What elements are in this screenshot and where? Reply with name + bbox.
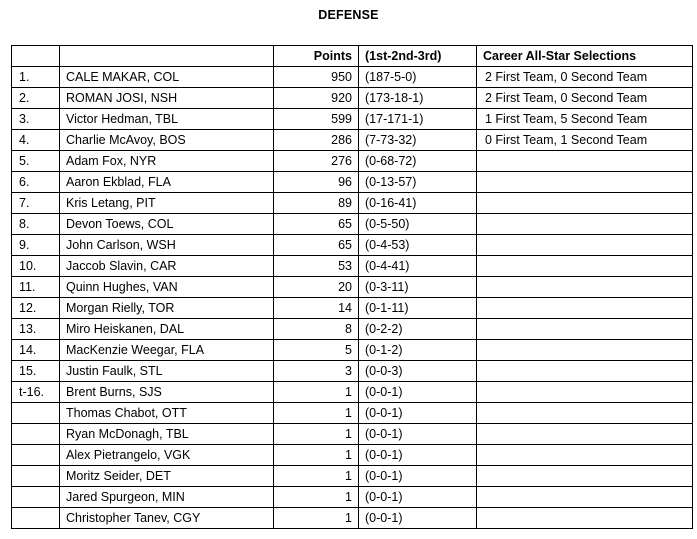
allstar-cell <box>477 361 693 382</box>
points-cell: 1 <box>274 403 359 424</box>
rank-cell: 4. <box>12 130 60 151</box>
allstar-cell <box>477 403 693 424</box>
points-cell: 1 <box>274 424 359 445</box>
allstar-cell <box>477 256 693 277</box>
player-cell: CALE MAKAR, COL <box>60 67 274 88</box>
allstar-cell <box>477 151 693 172</box>
player-cell: Morgan Rielly, TOR <box>60 298 274 319</box>
table-row <box>12 67 693 88</box>
player-cell: Quinn Hughes, VAN <box>60 277 274 298</box>
table-row <box>12 319 693 340</box>
table-row <box>12 298 693 319</box>
table-row <box>12 424 693 445</box>
table-row <box>12 193 693 214</box>
points-cell: 96 <box>274 172 359 193</box>
rank-cell <box>12 403 60 424</box>
votes-cell: (0-0-1) <box>359 466 477 487</box>
points-cell: 8 <box>274 319 359 340</box>
points-cell: 65 <box>274 214 359 235</box>
player-cell: Jaccob Slavin, CAR <box>60 256 274 277</box>
table-row <box>12 256 693 277</box>
rank-cell: 2. <box>12 88 60 109</box>
votes-cell: (0-0-3) <box>359 361 477 382</box>
table-row <box>12 361 693 382</box>
rank-cell: 1. <box>12 67 60 88</box>
points-cell: 1 <box>274 382 359 403</box>
rank-cell <box>12 508 60 529</box>
table-row <box>12 445 693 466</box>
player-cell: Victor Hedman, TBL <box>60 109 274 130</box>
player-cell: John Carlson, WSH <box>60 235 274 256</box>
table-row <box>12 109 693 130</box>
points-cell: 1 <box>274 487 359 508</box>
allstar-cell <box>477 172 693 193</box>
points-cell: 1 <box>274 466 359 487</box>
table-row <box>12 88 693 109</box>
player-cell: Moritz Seider, DET <box>60 466 274 487</box>
player-cell: Charlie McAvoy, BOS <box>60 130 274 151</box>
rank-cell: 10. <box>12 256 60 277</box>
points-cell: 20 <box>274 277 359 298</box>
player-cell: Adam Fox, NYR <box>60 151 274 172</box>
header-rank <box>12 46 60 67</box>
votes-cell: (0-0-1) <box>359 508 477 529</box>
rank-cell: 3. <box>12 109 60 130</box>
player-cell: Brent Burns, SJS <box>60 382 274 403</box>
table-row <box>12 340 693 361</box>
header-points: Points <box>274 46 359 67</box>
table-row <box>12 508 693 529</box>
table-row <box>12 130 693 151</box>
rank-cell: 12. <box>12 298 60 319</box>
allstar-cell <box>477 277 693 298</box>
points-cell: 286 <box>274 130 359 151</box>
player-cell: Christopher Tanev, CGY <box>60 508 274 529</box>
page-title: DEFENSE <box>318 8 379 22</box>
allstar-cell <box>477 235 693 256</box>
points-cell: 920 <box>274 88 359 109</box>
table-row <box>12 403 693 424</box>
votes-cell: (0-0-1) <box>359 424 477 445</box>
points-cell: 89 <box>274 193 359 214</box>
allstar-cell: 2 First Team, 0 Second Team <box>477 88 693 109</box>
votes-cell: (0-1-11) <box>359 298 477 319</box>
table-row <box>12 466 693 487</box>
votes-cell: (0-0-1) <box>359 403 477 424</box>
player-cell: Justin Faulk, STL <box>60 361 274 382</box>
header-allstar: Career All-Star Selections <box>477 46 693 67</box>
player-cell: Jared Spurgeon, MIN <box>60 487 274 508</box>
allstar-cell <box>477 340 693 361</box>
votes-cell: (17-171-1) <box>359 109 477 130</box>
points-cell: 950 <box>274 67 359 88</box>
allstar-cell <box>477 382 693 403</box>
votes-cell: (0-0-1) <box>359 487 477 508</box>
allstar-cell: 1 First Team, 5 Second Team <box>477 109 693 130</box>
allstar-cell <box>477 424 693 445</box>
rank-cell: 13. <box>12 319 60 340</box>
votes-cell: (187-5-0) <box>359 67 477 88</box>
table-row <box>12 382 693 403</box>
player-cell: MacKenzie Weegar, FLA <box>60 340 274 361</box>
rank-cell: 6. <box>12 172 60 193</box>
player-cell: Alex Pietrangelo, VGK <box>60 445 274 466</box>
player-cell: ROMAN JOSI, NSH <box>60 88 274 109</box>
points-cell: 1 <box>274 508 359 529</box>
points-cell: 14 <box>274 298 359 319</box>
table-row <box>12 235 693 256</box>
rank-cell: 8. <box>12 214 60 235</box>
player-cell: Devon Toews, COL <box>60 214 274 235</box>
rank-cell <box>12 424 60 445</box>
points-cell: 3 <box>274 361 359 382</box>
votes-cell: (0-4-41) <box>359 256 477 277</box>
header-row <box>12 46 693 67</box>
points-cell: 65 <box>274 235 359 256</box>
votes-cell: (0-5-50) <box>359 214 477 235</box>
points-cell: 5 <box>274 340 359 361</box>
table-row <box>12 277 693 298</box>
allstar-cell <box>477 193 693 214</box>
player-cell: Aaron Ekblad, FLA <box>60 172 274 193</box>
allstar-cell <box>477 214 693 235</box>
defense-voting-table <box>11 45 693 529</box>
table-row <box>12 151 693 172</box>
rank-cell: 5. <box>12 151 60 172</box>
votes-cell: (0-16-41) <box>359 193 477 214</box>
votes-cell: (7-73-32) <box>359 130 477 151</box>
votes-cell: (0-68-72) <box>359 151 477 172</box>
rank-cell: 11. <box>12 277 60 298</box>
rank-cell: 15. <box>12 361 60 382</box>
player-cell: Ryan McDonagh, TBL <box>60 424 274 445</box>
table-row <box>12 214 693 235</box>
rank-cell: 9. <box>12 235 60 256</box>
votes-cell: (0-13-57) <box>359 172 477 193</box>
points-cell: 1 <box>274 445 359 466</box>
points-cell: 276 <box>274 151 359 172</box>
points-cell: 599 <box>274 109 359 130</box>
header-player <box>60 46 274 67</box>
votes-cell: (173-18-1) <box>359 88 477 109</box>
votes-cell: (0-0-1) <box>359 382 477 403</box>
allstar-cell: 0 First Team, 1 Second Team <box>477 130 693 151</box>
rank-cell <box>12 487 60 508</box>
allstar-cell <box>477 487 693 508</box>
votes-cell: (0-2-2) <box>359 319 477 340</box>
votes-cell: (0-0-1) <box>359 445 477 466</box>
table-row <box>12 172 693 193</box>
votes-cell: (0-4-53) <box>359 235 477 256</box>
allstar-cell: 2 First Team, 0 Second Team <box>477 67 693 88</box>
points-cell: 53 <box>274 256 359 277</box>
header-votes: (1st-2nd-3rd) <box>359 46 477 67</box>
rank-cell: t-16. <box>12 382 60 403</box>
rank-cell <box>12 466 60 487</box>
allstar-cell <box>477 445 693 466</box>
player-cell: Thomas Chabot, OTT <box>60 403 274 424</box>
votes-cell: (0-1-2) <box>359 340 477 361</box>
allstar-cell <box>477 319 693 340</box>
votes-cell: (0-3-11) <box>359 277 477 298</box>
player-cell: Miro Heiskanen, DAL <box>60 319 274 340</box>
player-cell: Kris Letang, PIT <box>60 193 274 214</box>
allstar-cell <box>477 298 693 319</box>
allstar-cell <box>477 466 693 487</box>
rank-cell: 14. <box>12 340 60 361</box>
table-body <box>12 67 693 529</box>
allstar-cell <box>477 508 693 529</box>
table-row <box>12 487 693 508</box>
rank-cell: 7. <box>12 193 60 214</box>
rank-cell <box>12 445 60 466</box>
